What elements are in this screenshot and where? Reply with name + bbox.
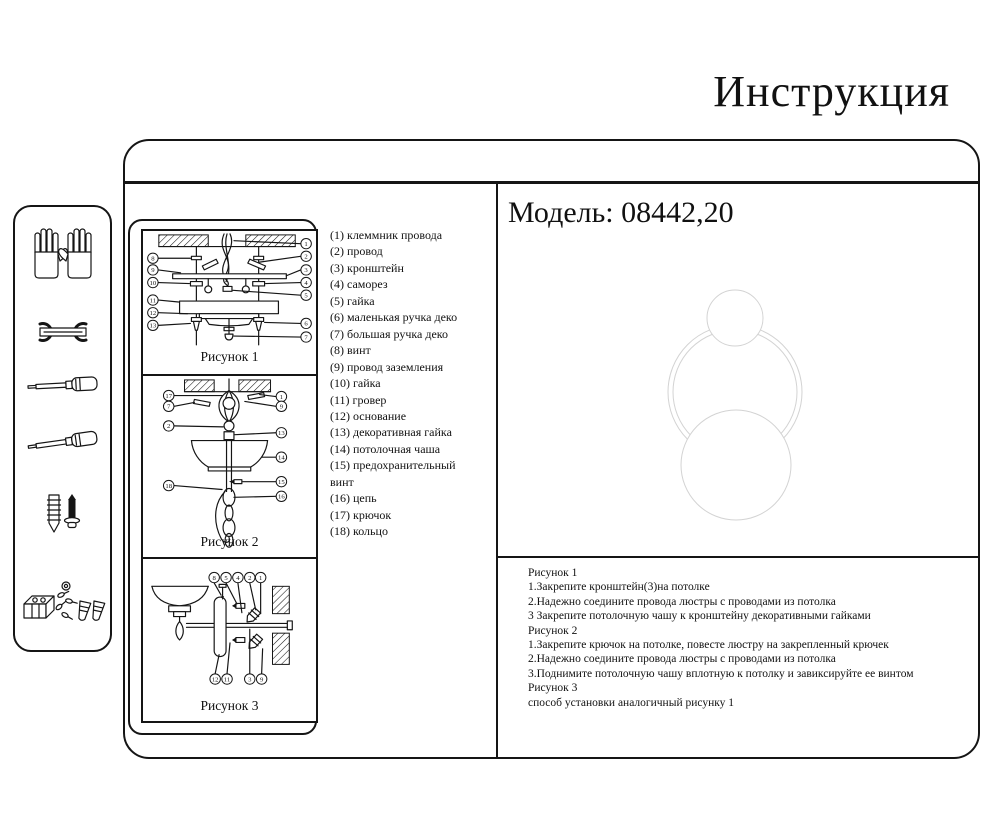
figure-1-caption: Рисунок 1	[200, 349, 259, 364]
part-item: (12) основание	[330, 408, 407, 423]
callout: 18	[165, 482, 173, 490]
callout: 15	[278, 479, 285, 487]
callout: 13	[278, 430, 285, 438]
wrench-icon	[27, 319, 99, 345]
callout: 12	[211, 676, 219, 684]
instruction-line: Рисунок 1	[528, 567, 578, 579]
callout: 9	[259, 676, 264, 684]
callout: 16	[278, 493, 285, 501]
part-item: (5) гайка	[330, 293, 375, 308]
instruction-line: Рисунок 3	[528, 682, 578, 695]
instruction-line: 3.Поднимите потолочную чашу вплотную к потолку и завиксируйте ее винтом	[528, 667, 914, 680]
callout: 2	[304, 253, 308, 261]
callout: 8	[212, 574, 216, 582]
part-item: (13) декоративная гайка	[330, 425, 452, 440]
part-item: (11) гровер	[330, 392, 387, 407]
figures-panel	[128, 219, 317, 735]
part-item: (9) провод заземления	[330, 359, 444, 374]
page-title: Инструкция	[713, 67, 950, 116]
callout: 7	[167, 403, 171, 411]
instruction-line: 1.Закрепите кронштейн(3)на потолке	[528, 581, 710, 594]
part-item: (14) потолочная чаша	[330, 441, 441, 456]
figure-3-caption: Рисунок 3	[200, 698, 259, 713]
callout: 1	[304, 241, 308, 248]
callout: 10	[149, 279, 157, 287]
right-horizontal-divider	[498, 556, 979, 558]
part-item: (16) цепь	[330, 491, 377, 506]
parts-list	[330, 227, 470, 540]
figure-3-box	[141, 557, 318, 723]
figure-2-caption: Рисунок 2	[200, 534, 259, 549]
part-item: (8) винт	[330, 343, 371, 358]
callout: 5	[224, 574, 228, 582]
callout: 7	[304, 334, 308, 342]
callout: 11	[149, 297, 157, 305]
watermark-circles	[653, 283, 821, 529]
instruction-line: 2.Надежно соедините провода люстры с проводами из потолка	[528, 653, 836, 666]
part-item: (15) предохранительный винт	[330, 458, 456, 489]
callout: 6	[304, 320, 308, 328]
callout: 12	[149, 310, 157, 318]
vertical-divider	[496, 184, 498, 758]
model-label: Модель: 08442,20	[508, 196, 734, 229]
part-item: (17) крючок	[330, 507, 392, 522]
callout: 11	[223, 676, 231, 684]
callout: 1	[258, 574, 263, 582]
instruction-line: 1.Закрепите крючок на потолке, повесте люстру на закрепленный крючек	[528, 639, 889, 652]
instruction-line: 2.Надежно соедините провода люстры с проводами из потолка	[528, 595, 836, 608]
callout: 3	[248, 676, 252, 684]
figure-3-diagram	[143, 559, 316, 721]
callout: 2	[167, 423, 171, 431]
callout: 17	[165, 392, 173, 400]
installation-instructions	[528, 566, 983, 710]
callout: 2	[248, 574, 252, 582]
part-item: (2) провод	[330, 244, 383, 259]
part-item: (1) клеммник провода	[330, 228, 443, 242]
wall-anchor-and-screw-icon	[42, 493, 86, 535]
part-item: (4) саморез	[330, 277, 388, 292]
callout: 9	[279, 403, 284, 411]
fasteners-kit-icon	[21, 579, 107, 629]
callout: 13	[149, 322, 157, 330]
callout: 4	[304, 279, 308, 287]
callout: 14	[278, 454, 285, 462]
figure-2-box	[141, 374, 318, 559]
instruction-line: Рисунок 2	[528, 624, 578, 637]
part-item: (6) маленькая ручка деко	[330, 310, 458, 325]
callout: 5	[304, 292, 308, 300]
second-screwdriver-icon	[27, 429, 99, 455]
figure-1-box	[141, 229, 318, 376]
part-item: (18) кольцо	[330, 524, 388, 539]
instruction-line: способ установки аналогичный рисунку 1	[528, 696, 735, 709]
figure-2-diagram	[143, 376, 316, 557]
part-item: (10) гайка	[330, 376, 381, 391]
callout: 8	[151, 255, 155, 263]
callout: 9	[151, 267, 155, 275]
flat-screwdriver-icon	[27, 375, 99, 395]
gloves-icon	[32, 227, 94, 285]
instruction-line: 3 Закрепите потолочную чашу к кронштейну декоративными гайками	[528, 610, 871, 623]
frame-top-divider	[125, 181, 979, 184]
part-item: (7) большая ручка деко	[330, 326, 448, 341]
part-item: (3) кронштейн	[330, 260, 404, 275]
callout: 1	[279, 393, 284, 401]
callout: 4	[236, 574, 240, 582]
callout: 3	[304, 267, 308, 275]
tools-panel	[13, 205, 112, 652]
